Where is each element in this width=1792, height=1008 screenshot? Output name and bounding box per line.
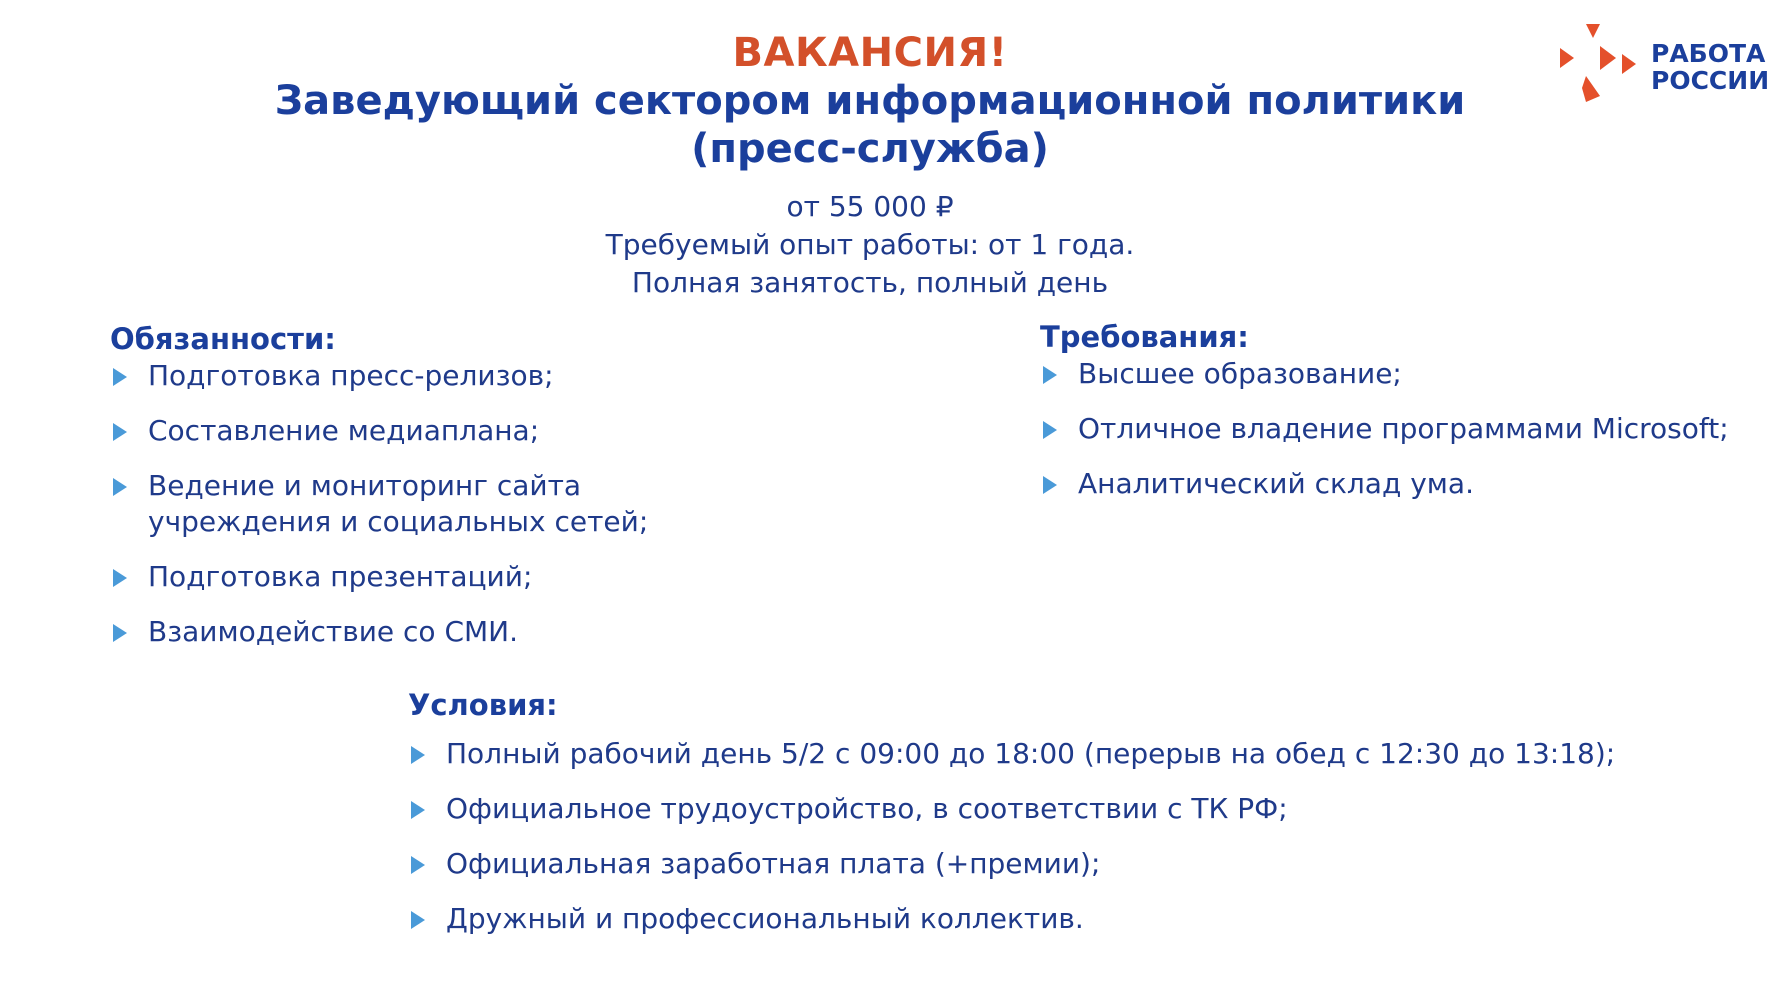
bullet-triangle-icon	[411, 856, 425, 874]
logo-arrows-icon	[1556, 20, 1646, 110]
bullet-triangle-icon	[113, 368, 127, 386]
job-title-line-2: (пресс-служба)	[691, 126, 1049, 172]
job-title-line-1: Заведующий сектором информационной политики	[274, 78, 1466, 124]
logo-text-line-2: РОССИИ	[1651, 66, 1770, 95]
requirements-section	[1040, 320, 1729, 521]
list-item-text: Высшее образование;	[1078, 357, 1402, 390]
list-item-text: Взаимодействие со СМИ.	[148, 615, 519, 648]
list-item-text: Дружный и профессиональный коллектив.	[446, 902, 1084, 935]
conditions-list	[408, 736, 1615, 937]
bullet-triangle-icon	[1043, 421, 1057, 439]
list-item	[1040, 466, 1729, 502]
vacancy-details	[450, 188, 1290, 302]
list-item	[1040, 411, 1729, 447]
list-item-text: Официальное трудоустройство, в соответствии с ТК РФ;	[446, 792, 1288, 825]
list-item	[110, 468, 648, 540]
list-item-text: Подготовка презентаций;	[148, 560, 533, 593]
bullet-triangle-icon	[113, 624, 127, 642]
list-item	[408, 846, 1615, 882]
bullet-triangle-icon	[411, 746, 425, 764]
rabota-rossii-logo	[1556, 20, 1776, 110]
list-item-text: Аналитический склад ума.	[1078, 467, 1474, 500]
conditions-section	[408, 688, 1615, 956]
vacancy-label: ВАКАНСИЯ!	[732, 30, 1008, 76]
list-item	[408, 901, 1615, 937]
list-item-text: Подготовка пресс-релизов;	[148, 359, 554, 392]
list-item-text: Составление медиаплана;	[148, 414, 540, 447]
list-item-text: Ведение и мониторинг сайта	[148, 469, 582, 502]
list-item	[110, 614, 648, 650]
logo-text-line-1: РАБОТА	[1651, 39, 1766, 68]
bullet-triangle-icon	[411, 801, 425, 819]
vacancy-header	[150, 30, 1590, 172]
list-item	[408, 791, 1615, 827]
bullet-triangle-icon	[113, 423, 127, 441]
duties-section	[110, 322, 648, 669]
list-item-text: Отличное владение программами Microsoft;	[1078, 412, 1729, 445]
list-item	[110, 413, 648, 449]
duties-title: Обязанности:	[110, 322, 336, 356]
logo-text	[1651, 40, 1769, 94]
bullet-triangle-icon	[113, 478, 127, 496]
bullet-triangle-icon	[411, 911, 425, 929]
list-item	[110, 559, 648, 595]
bullet-triangle-icon	[1043, 366, 1057, 384]
conditions-title: Условия:	[408, 688, 558, 722]
salary: от 55 000 ₽	[786, 190, 954, 223]
list-item	[408, 736, 1615, 772]
list-item-text-continued: учреждения и социальных сетей;	[148, 505, 649, 538]
list-item	[1040, 356, 1729, 392]
bullet-triangle-icon	[1043, 476, 1057, 494]
requirements-list	[1040, 356, 1729, 502]
requirements-title: Требования:	[1040, 320, 1249, 354]
employment-type: Полная занятость, полный день	[631, 266, 1109, 299]
list-item-text: Официальная заработная плата (+премии);	[446, 847, 1101, 880]
list-item-text: Полный рабочий день 5/2 с 09:00 до 18:00 (перерыв на обед с 12:30 до 13:18);	[446, 737, 1616, 770]
list-item	[110, 358, 648, 394]
duties-list	[110, 358, 648, 650]
experience: Требуемый опыт работы: от 1 года.	[605, 228, 1135, 261]
bullet-triangle-icon	[113, 569, 127, 587]
